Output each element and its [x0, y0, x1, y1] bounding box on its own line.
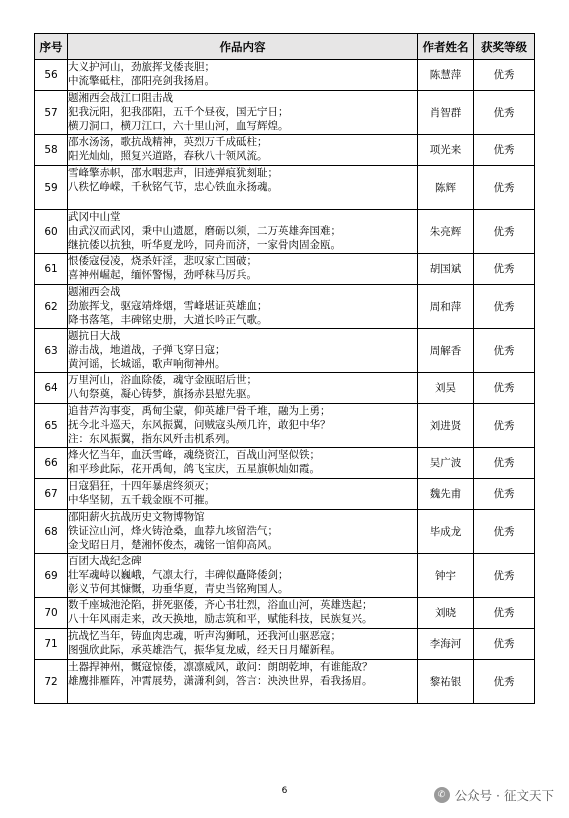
- content-line: 注：东风振翼，指东风歼击机系列。: [68, 433, 236, 445]
- row-number: 67: [35, 479, 68, 510]
- content-line: 八旬祭奠，凝心铸梦，旗扬赤县慰先驱。: [68, 388, 257, 400]
- row-content: [68, 554, 418, 598]
- table-row: [35, 629, 535, 660]
- row-level: 优秀: [474, 510, 535, 554]
- row-content: [68, 479, 418, 510]
- header-content: 作品内容: [68, 34, 418, 60]
- row-author: 刘进贤: [418, 404, 474, 448]
- content-line: 中华坚韧，五千载金瓯不可摧。: [68, 494, 215, 506]
- content-line: 武冈中山堂: [68, 211, 121, 223]
- table-row: [35, 91, 535, 135]
- row-number: 60: [35, 210, 68, 254]
- table-row: [35, 510, 535, 554]
- content-line: 抗战忆当年，铸血肉忠魂，听声沟狮吼，还我河山驱恶寇；: [68, 630, 341, 642]
- row-number: 61: [35, 254, 68, 285]
- content-line: 喜神州崛起，缅怀警惕，劲呼秣马厉兵。: [68, 269, 257, 281]
- content-line: 阳光灿灿，照复兴道路，春秋八十领风流。: [68, 150, 268, 162]
- table-row: [35, 554, 535, 598]
- row-content: [68, 254, 418, 285]
- row-level: 优秀: [474, 135, 535, 166]
- row-content: [68, 210, 418, 254]
- row-number: 63: [35, 329, 68, 373]
- content-line: 八十年风雨走来，改天换地，励志筑和平，赋能科技，民族复兴。: [68, 613, 373, 625]
- row-content: [68, 60, 418, 91]
- content-line: 金戈昭日月，楚湘怀俊杰，魂铭一馆仰高风。: [68, 539, 278, 551]
- table-row: [35, 166, 535, 210]
- content-line: 继抗倭以抗独，听华夏龙吟，同舟而济，一家骨肉固金瓯。: [68, 239, 341, 251]
- header-number: 序号: [35, 34, 68, 60]
- page-number: 6: [281, 786, 288, 796]
- row-content: [68, 166, 418, 210]
- table-row: [35, 135, 535, 166]
- content-line: 土器捍神州，慨寇惊倭，凛凛威风，敢问：朗朗乾坤，有谁能敌？: [68, 661, 373, 673]
- row-number: 70: [35, 598, 68, 629]
- content-line: 铁证泣山河，烽火铸沧桑，血荐九垓留浩气；: [68, 525, 278, 537]
- wechat-icon: ✆: [434, 787, 450, 803]
- row-author: 李海河: [418, 629, 474, 660]
- content-line: 壮军魂峙以巍峨，气凛太行，丰碑似矗降倭剑；: [68, 569, 289, 581]
- table-header-row: [35, 34, 535, 60]
- row-level: 优秀: [474, 210, 535, 254]
- content-line: 雪峰擎赤帜，邵水咽悲声，旧迹弹痕犹刻耻；: [68, 167, 278, 179]
- row-author: 周解香: [418, 329, 474, 373]
- row-content: [68, 329, 418, 373]
- row-content: [68, 510, 418, 554]
- content-line: 犯我沅阳，犯我邵阳，五千个昼夜，国无宁日；: [68, 106, 289, 118]
- table-row: [35, 479, 535, 510]
- row-author: 胡国斌: [418, 254, 474, 285]
- row-number: 56: [35, 60, 68, 91]
- row-level: 优秀: [474, 629, 535, 660]
- row-content: [68, 660, 418, 704]
- table-row: [35, 660, 535, 704]
- table-row: [35, 373, 535, 404]
- row-level: 优秀: [474, 254, 535, 285]
- row-author: 陈辉: [418, 166, 474, 210]
- row-level: 优秀: [474, 554, 535, 598]
- table-row: [35, 285, 535, 329]
- row-author: 肖智群: [418, 91, 474, 135]
- row-number: 71: [35, 629, 68, 660]
- header-level: 获奖等级: [474, 34, 535, 60]
- row-number: 69: [35, 554, 68, 598]
- row-level: 优秀: [474, 660, 535, 704]
- content-line: 抚今北斗巡天，东风振翼，问贼寇头颅几许，敢犯中华？: [68, 419, 331, 431]
- row-author: 项光来: [418, 135, 474, 166]
- content-line: 游击战，地道战，子弹飞穿日寇；: [68, 344, 226, 356]
- row-content: [68, 598, 418, 629]
- content-line: 恨倭寇侵凌，烧杀奸淫，悲叹家亡国破；: [68, 255, 257, 267]
- row-author: 刘昊: [418, 373, 474, 404]
- content-line: 百团大战纪念碑: [68, 555, 142, 567]
- table-row: [35, 210, 535, 254]
- row-level: 优秀: [474, 285, 535, 329]
- row-level: 优秀: [474, 373, 535, 404]
- table-row: [35, 404, 535, 448]
- content-line: 由武汉而武冈，秉中山遗愿，磨砺以须，二万英雄奔国难；: [68, 225, 341, 237]
- content-line: 降书落笔，丰碑铭史册，大道长吟正气歌。: [68, 314, 268, 326]
- row-author: 毕成龙: [418, 510, 474, 554]
- row-number: 62: [35, 285, 68, 329]
- row-level: 优秀: [474, 479, 535, 510]
- row-level: 优秀: [474, 404, 535, 448]
- content-line: 图强欣此际，承英雄浩气，振华复龙威，经天日月耀新程。: [68, 644, 341, 656]
- row-author: 魏先甫: [418, 479, 474, 510]
- row-number: 72: [35, 660, 68, 704]
- content-line: 数千座城池沦陷，拼死驱倭，齐心书壮烈，浴血山河，英雄迭起；: [68, 599, 373, 611]
- content-line: 中流擎砥柱，邵阳亮剑我扬眉。: [68, 75, 215, 87]
- content-line: 题湘西会战: [68, 286, 121, 298]
- table-row: [35, 254, 535, 285]
- header-author: 作者姓名: [418, 34, 474, 60]
- row-content: [68, 135, 418, 166]
- content-line: 题抗日大战: [68, 330, 121, 342]
- row-number: 58: [35, 135, 68, 166]
- table-row: [35, 448, 535, 479]
- row-content: [68, 448, 418, 479]
- row-number: 66: [35, 448, 68, 479]
- row-level: 优秀: [474, 598, 535, 629]
- table-row: [35, 329, 535, 373]
- row-number: 65: [35, 404, 68, 448]
- row-content: [68, 404, 418, 448]
- row-author: 刘晓: [418, 598, 474, 629]
- row-level: 优秀: [474, 60, 535, 91]
- row-content: [68, 91, 418, 135]
- content-line: 追昔芦沟事变，禹甸尘蒙，仰英雄尸骨千堆，融为上勇；: [68, 405, 331, 417]
- row-author: 钟宇: [418, 554, 474, 598]
- content-line: 日寇猖狂，十四年暴虐终须灭；: [68, 480, 215, 492]
- row-author: 黎祐银: [418, 660, 474, 704]
- content-line: 题湘西会战江口阻击战: [68, 92, 173, 104]
- row-level: 优秀: [474, 448, 535, 479]
- award-table: [34, 33, 535, 704]
- watermark-text: 公众号 · 征文天下: [454, 788, 554, 803]
- table-row: [35, 598, 535, 629]
- row-content: [68, 629, 418, 660]
- content-line: 雄鹰排雁阵，冲霄展势，潇潇利剑，答言：泱泱世界，看我扬眉。: [68, 675, 373, 687]
- content-line: 和平珍此际，花开禹甸，鸽飞宝庆，五星旗帜灿如霞。: [68, 463, 320, 475]
- row-number: 64: [35, 373, 68, 404]
- content-line: 八秩忆峥嵘，千秋铭气节，忠心铁血永扬魂。: [68, 181, 278, 193]
- content-line: 劲旅挥戈，驱寇靖烽烟，雪峰堪证英雄血；: [68, 300, 268, 312]
- row-number: 68: [35, 510, 68, 554]
- content-line: 烽火忆当年，血沃雪峰，魂绕资江，百战山河坚似铁；: [68, 449, 320, 461]
- row-level: 优秀: [474, 91, 535, 135]
- row-number: 59: [35, 166, 68, 210]
- content-line: 邵水汤汤，歌抗战精神，英烈万千成砥柱；: [68, 136, 268, 148]
- table-row: [35, 60, 535, 91]
- row-author: 周和萍: [418, 285, 474, 329]
- content-line: 彰义节何其慷慨，功垂华夏，青史当铭殉国人。: [68, 583, 289, 595]
- row-level: 优秀: [474, 329, 535, 373]
- row-content: [68, 285, 418, 329]
- row-level: 优秀: [474, 166, 535, 210]
- content-line: 万里河山，浴血除倭，魂守金瓯昭后世；: [68, 374, 257, 386]
- content-line: 邵阳薪火抗战历史文物博物馆: [68, 511, 205, 523]
- content-line: 黄河谣，长城谣，歌声响彻神州。: [68, 358, 226, 370]
- row-author: 吴广波: [418, 448, 474, 479]
- watermark: [434, 786, 554, 804]
- row-number: 57: [35, 91, 68, 135]
- row-content: [68, 373, 418, 404]
- row-author: 朱亮辉: [418, 210, 474, 254]
- content-line: 大义护河山，劲旅挥戈倭丧胆；: [68, 61, 215, 73]
- content-line: 横刀洞口，横刀江口，六十里山河，血写辉煌。: [68, 120, 289, 132]
- row-author: 陈慧萍: [418, 60, 474, 91]
